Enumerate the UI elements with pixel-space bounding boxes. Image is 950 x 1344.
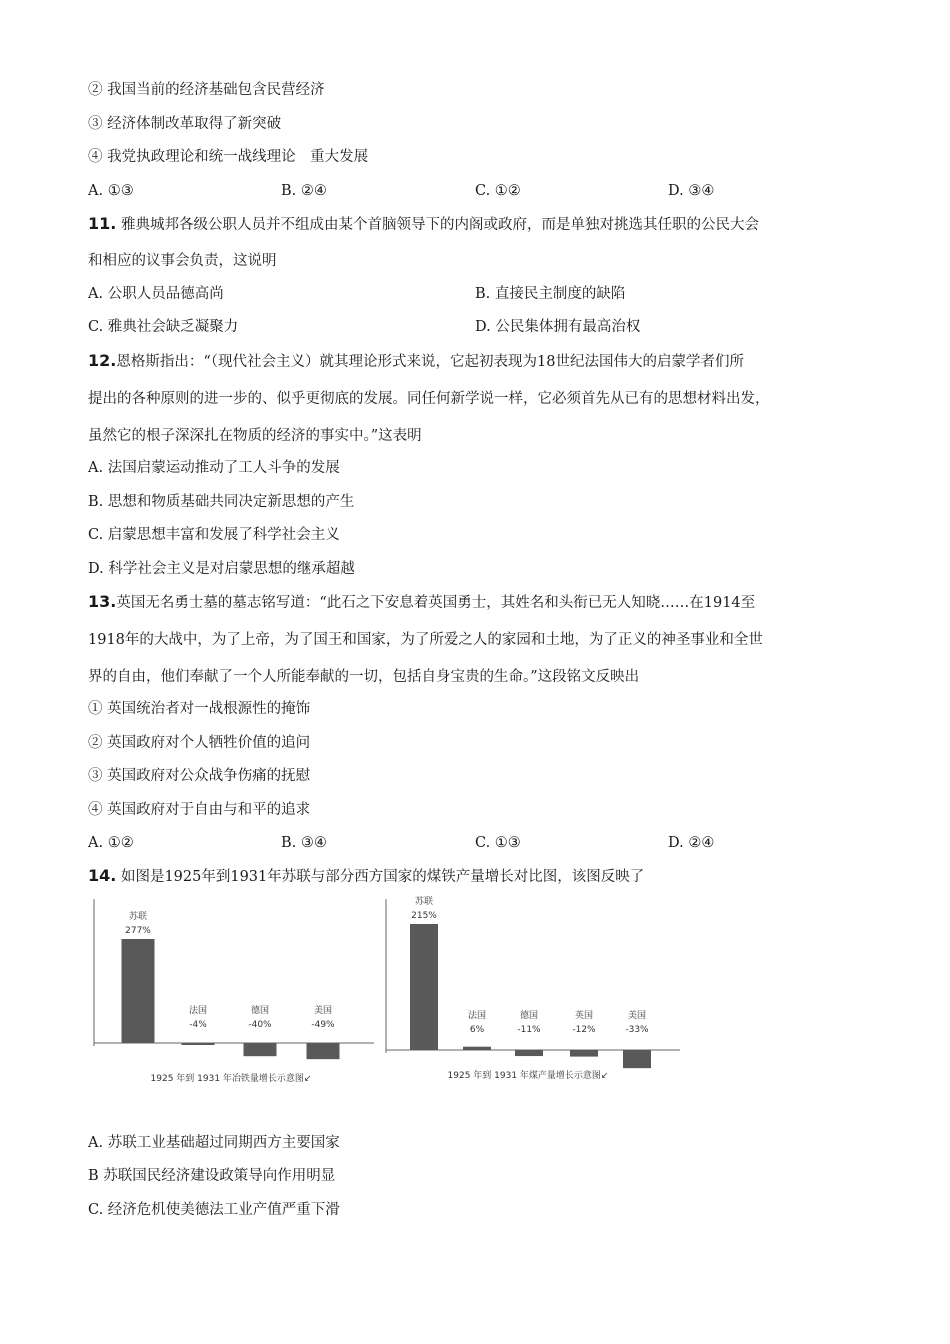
q11-option-b[interactable]: B. 直接民主制度的缺陷 xyxy=(475,286,626,302)
q13-statement-4: ④ 英国政府对于自由与和平的追求 xyxy=(88,802,311,818)
q14-option-b[interactable]: B 苏联国民经济建设政策导向作用明显 xyxy=(88,1168,336,1184)
q10-option-d[interactable]: D. ③④ xyxy=(668,183,715,199)
bar-德国 xyxy=(244,1043,277,1056)
q13-option-b[interactable]: B. ③④ xyxy=(281,835,327,851)
q12-option-b[interactable]: B. 思想和物质基础共同决定新思想的产生 xyxy=(88,494,355,510)
q13-option-d[interactable]: D. ②④ xyxy=(668,835,715,851)
q12-stem-line-3: 虽然它的根子深深扎在物质的经济的事实中。”这表明 xyxy=(88,428,422,444)
bar-category-label: 美国 xyxy=(627,1011,647,1021)
q13-stem-line-1: 13.英国无名勇士墓的墓志铭写道：“此石之下安息着英国勇士，其姓名和头衔已无人知晓……在1914至 xyxy=(88,592,756,611)
bar-苏联 xyxy=(122,939,155,1043)
q12-stem-line-2: 提出的各种原则的进一步的、似乎更彻底的发展。同任何新学说一样，它必须首先从已有的思想材料出发， xyxy=(88,391,770,407)
q13-statement-1: ① 英国统治者对一战根源性的掩饰 xyxy=(88,701,311,717)
q11-stem-line-1: 11. 雅典城邦各级公职人员并不组成由某个首脑领导下的内阁或政府，而是单独对挑选其任职的公民大会 xyxy=(88,214,759,233)
bar-category-label: 法国 xyxy=(188,1006,208,1016)
q14-number: 14. xyxy=(88,866,117,885)
q14-option-c[interactable]: C. 经济危机使美德法工业产值严重下滑 xyxy=(88,1202,340,1218)
bar-category-label: 苏联 xyxy=(414,897,434,907)
q10-option-c[interactable]: C. ①② xyxy=(475,183,521,199)
bar-value-label: 277% xyxy=(125,926,151,936)
bar-category-label: 英国 xyxy=(574,1011,594,1021)
bar-美国 xyxy=(307,1043,340,1059)
q12-option-d[interactable]: D. 科学社会主义是对启蒙思想的继承超越 xyxy=(88,561,355,577)
chart-title: 1925 年到 1931 年煤产量增长示意图↙ xyxy=(447,1071,609,1081)
q12-stem-line-1: 12.恩格斯指出：“（现代社会主义）就其理论形式来说，它起初表现为18世纪法国伟大的启蒙学者们所 xyxy=(88,351,744,370)
bar-德国 xyxy=(515,1050,543,1056)
bar-value-label: -40% xyxy=(248,1020,272,1030)
bar-英国 xyxy=(570,1050,598,1057)
q14-stem: 14. 如图是1925年到1931年苏联与部分西方国家的煤铁产量增长对比图，该图反映了 xyxy=(88,866,645,885)
q13-statement-2: ② 英国政府对个人牺牲价值的追问 xyxy=(88,735,311,751)
q13-number: 13. xyxy=(88,592,117,611)
bar-category-label: 德国 xyxy=(250,1006,270,1016)
q11-option-c[interactable]: C. 雅典社会缺乏凝聚力 xyxy=(88,319,239,335)
coal-growth-chart xyxy=(380,895,685,1093)
iron-growth-chart xyxy=(88,895,378,1093)
q10-option-a[interactable]: A. ①③ xyxy=(88,183,134,199)
q10-statement-3: ③ 经济体制改革取得了新突破 xyxy=(88,116,282,132)
bar-value-label: 215% xyxy=(411,911,437,921)
q13-stem-line-2: 1918年的大战中，为了上帝，为了国王和国家，为了所爱之人的家园和土地，为了正义的神圣事业和全世 xyxy=(88,632,763,648)
bar-category-label: 德国 xyxy=(519,1011,539,1021)
bar-苏联 xyxy=(410,924,438,1050)
q12-option-c[interactable]: C. 启蒙思想丰富和发展了科学社会主义 xyxy=(88,527,340,543)
bar-category-label: 美国 xyxy=(313,1006,333,1016)
q11-option-a[interactable]: A. 公职人员品德高尚 xyxy=(88,286,224,302)
q13-option-a[interactable]: A. ①② xyxy=(88,835,134,851)
bar-法国 xyxy=(463,1047,491,1050)
q11-stem-line-2: 和相应的议事会负责，这说明 xyxy=(88,253,277,269)
q12-number: 12. xyxy=(88,351,117,370)
chart-title: 1925 年到 1931 年冶铁量增长示意图↙ xyxy=(150,1074,312,1084)
bar-美国 xyxy=(623,1050,651,1068)
bar-category-label: 苏联 xyxy=(128,912,148,922)
bar-法国 xyxy=(182,1043,215,1045)
q13-option-c[interactable]: C. ①③ xyxy=(475,835,521,851)
q10-statement-4: ④ 我党执政理论和统一战线理论 重大发展 xyxy=(88,149,369,165)
bar-value-label: -11% xyxy=(517,1025,541,1035)
q13-stem-line-3: 界的自由，他们奉献了一个人所能奉献的一切，包括自身宝贵的生命。”这段铭文反映出 xyxy=(88,669,640,685)
bar-value-label: -33% xyxy=(625,1025,649,1035)
bar-value-label: 6% xyxy=(469,1025,485,1035)
bar-category-label: 法国 xyxy=(467,1011,487,1021)
q14-option-a[interactable]: A. 苏联工业基础超过同期西方主要国家 xyxy=(88,1135,340,1151)
bar-value-label: -4% xyxy=(189,1020,207,1030)
bar-value-label: -12% xyxy=(572,1025,596,1035)
q10-option-b[interactable]: B. ②④ xyxy=(281,183,327,199)
q10-statement-2: ② 我国当前的经济基础包含民营经济 xyxy=(88,82,325,98)
q13-statement-3: ③ 英国政府对公众战争伤痛的抚慰 xyxy=(88,768,311,784)
q11-option-d[interactable]: D. 公民集体拥有最高治权 xyxy=(475,319,641,335)
q11-number: 11. xyxy=(88,214,117,233)
bar-value-label: -49% xyxy=(311,1020,335,1030)
q12-option-a[interactable]: A. 法国启蒙运动推动了工人斗争的发展 xyxy=(88,460,340,476)
